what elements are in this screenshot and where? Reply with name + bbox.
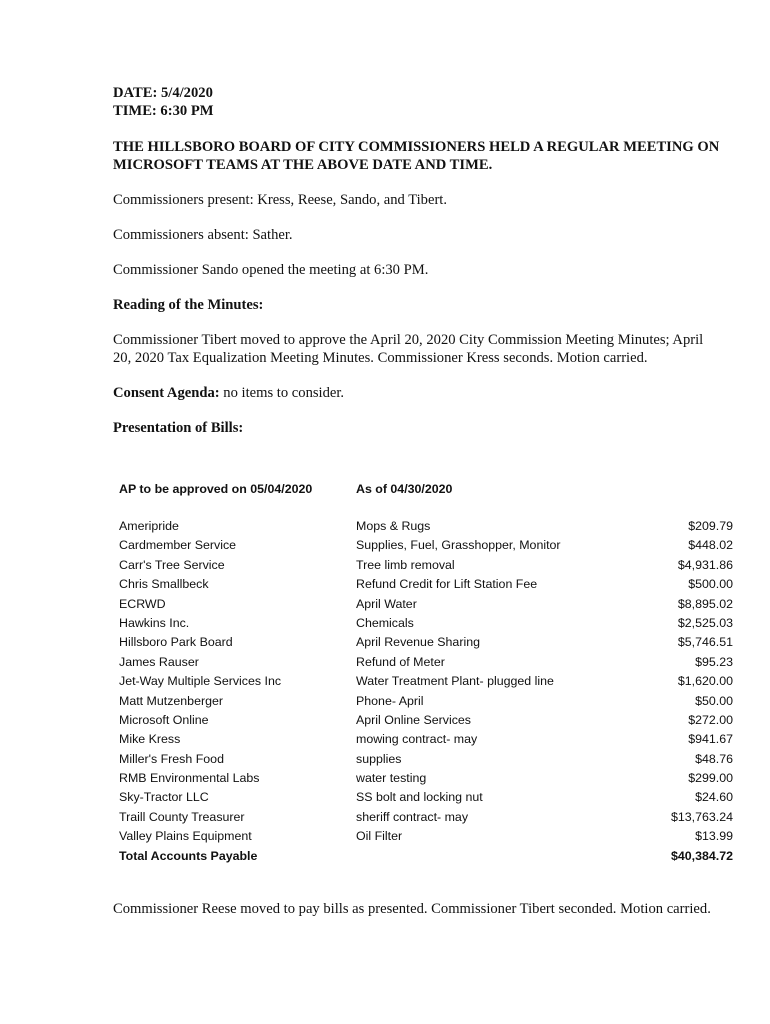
description-cell: Supplies, Fuel, Grasshopper, Monitor (356, 538, 561, 553)
table-row (119, 575, 733, 594)
amount-cell: $5,746.51 (677, 635, 733, 650)
bills-table-body (119, 517, 733, 847)
vendor-cell: Matt Mutzenberger (119, 693, 223, 708)
vendor-cell: Mike Kress (119, 732, 181, 747)
description-cell: sheriff contract- may (356, 809, 469, 824)
header-ap-approved: AP to be approved on 05/04/2020 (119, 482, 313, 496)
table-row (119, 769, 733, 788)
table-row (119, 750, 733, 769)
vendor-cell: Ameripride (119, 519, 179, 533)
bills-table-header (119, 480, 733, 498)
bills-heading: Presentation of Bills: (113, 420, 244, 436)
description-cell: Chemicals (356, 615, 414, 630)
table-row (119, 517, 733, 536)
meeting-date: DATE: 5/4/2020 (113, 85, 213, 101)
table-row (119, 556, 733, 575)
total-label: Total Accounts Payable (119, 848, 258, 863)
amount-cell: $13,763.24 (670, 809, 733, 824)
meeting-opened: Commissioner Sando opened the meeting at 6:30 PM. (113, 262, 429, 278)
description-cell: mowing contract- may (356, 732, 478, 747)
amount-cell: $272.00 (688, 712, 733, 727)
description-cell: Tree limb removal (356, 557, 455, 572)
description-cell: April Water (356, 596, 417, 611)
consent-agenda-text: no items to consider. (219, 385, 345, 401)
amount-cell: $48.76 (695, 751, 733, 766)
vendor-cell: James Rauser (119, 654, 199, 669)
amount-cell: $95.23 (695, 654, 733, 669)
total-amount: $40,384.72 (670, 848, 733, 863)
total-spacer (356, 847, 616, 866)
table-row (119, 653, 733, 672)
amount-cell: $299.00 (688, 771, 733, 786)
amount-cell: $448.02 (688, 538, 733, 553)
document-title: THE HILLSBORO BOARD OF CITY COMMISSIONERS HELD A REGULAR MEETING ON MICROSOFT TEAMS AT THE ABOVE DATE AND TIME. (113, 139, 720, 173)
vendor-cell: RMB Environmental Labs (119, 771, 260, 786)
vendor-cell: Sky-Tractor LLC (119, 790, 209, 805)
amount-cell: $24.60 (695, 790, 733, 805)
commissioners-present: Commissioners present: Kress, Reese, Sando, and Tibert. (113, 192, 448, 208)
vendor-cell: Hawkins Inc. (119, 615, 190, 630)
description-cell: April Revenue Sharing (356, 635, 480, 650)
description-cell: supplies (356, 751, 402, 766)
description-cell: Refund Credit for Lift Station Fee (356, 577, 538, 592)
vendor-cell: Microsoft Online (119, 712, 209, 727)
bills-table (119, 480, 733, 866)
closing-motion: Commissioner Reese moved to pay bills as presented. Commissioner Tibert seconded. Motion carried. (113, 901, 711, 917)
minutes-document (113, 84, 723, 437)
table-row (119, 633, 733, 652)
description-cell: Refund of Meter (356, 654, 445, 669)
description-cell: Water Treatment Plant- plugged line (356, 674, 554, 689)
amount-cell: $500.00 (688, 577, 733, 592)
commissioners-absent: Commissioners absent: Sather. (113, 227, 293, 243)
meeting-time: TIME: 6:30 PM (113, 103, 214, 119)
vendor-cell: Cardmember Service (119, 538, 237, 553)
vendor-cell: Hillsboro Park Board (119, 635, 233, 650)
table-row (119, 595, 733, 614)
description-cell: Phone- April (356, 693, 424, 708)
consent-agenda (113, 384, 723, 402)
table-row (119, 614, 733, 633)
minutes-heading: Reading of the Minutes: (113, 297, 264, 313)
vendor-cell: Jet-Way Multiple Services Inc (119, 674, 282, 689)
table-row (119, 536, 733, 555)
amount-cell: $2,525.03 (677, 615, 733, 630)
amount-cell: $209.79 (688, 519, 733, 533)
bills-total-row (119, 847, 733, 866)
table-row (119, 827, 733, 846)
table-row (119, 672, 733, 691)
amount-cell: $8,895.02 (677, 596, 733, 611)
consent-agenda-label: Consent Agenda: (113, 385, 220, 401)
vendor-cell: Miller's Fresh Food (119, 751, 224, 766)
description-cell: Mops & Rugs (356, 519, 431, 533)
amount-cell: $1,620.00 (677, 674, 733, 689)
vendor-cell: Traill County Treasurer (119, 809, 245, 824)
description-cell: Oil Filter (356, 829, 403, 844)
header-as-of: As of 04/30/2020 (356, 482, 453, 496)
vendor-cell: ECRWD (119, 596, 166, 611)
table-row (119, 808, 733, 827)
table-row (119, 730, 733, 749)
amount-cell: $50.00 (695, 693, 733, 708)
amount-cell: $941.67 (688, 732, 733, 747)
table-row (119, 692, 733, 711)
vendor-cell: Chris Smallbeck (119, 577, 209, 592)
description-cell: SS bolt and locking nut (356, 790, 483, 805)
minutes-text: Commissioner Tibert moved to approve the April 20, 2020 City Commission Meeting Minutes; April 20, 2020 Tax Equalization Meeting Minutes. Commissioner Kress seconds. Motion carried. (113, 332, 704, 366)
amount-cell: $13.99 (695, 829, 733, 844)
amount-cell: $4,931.86 (677, 557, 733, 572)
table-row (119, 711, 733, 730)
description-cell: water testing (356, 771, 427, 786)
description-cell: April Online Services (356, 712, 472, 727)
table-row (119, 788, 733, 807)
vendor-cell: Valley Plains Equipment (119, 829, 252, 844)
vendor-cell: Carr's Tree Service (119, 557, 225, 572)
